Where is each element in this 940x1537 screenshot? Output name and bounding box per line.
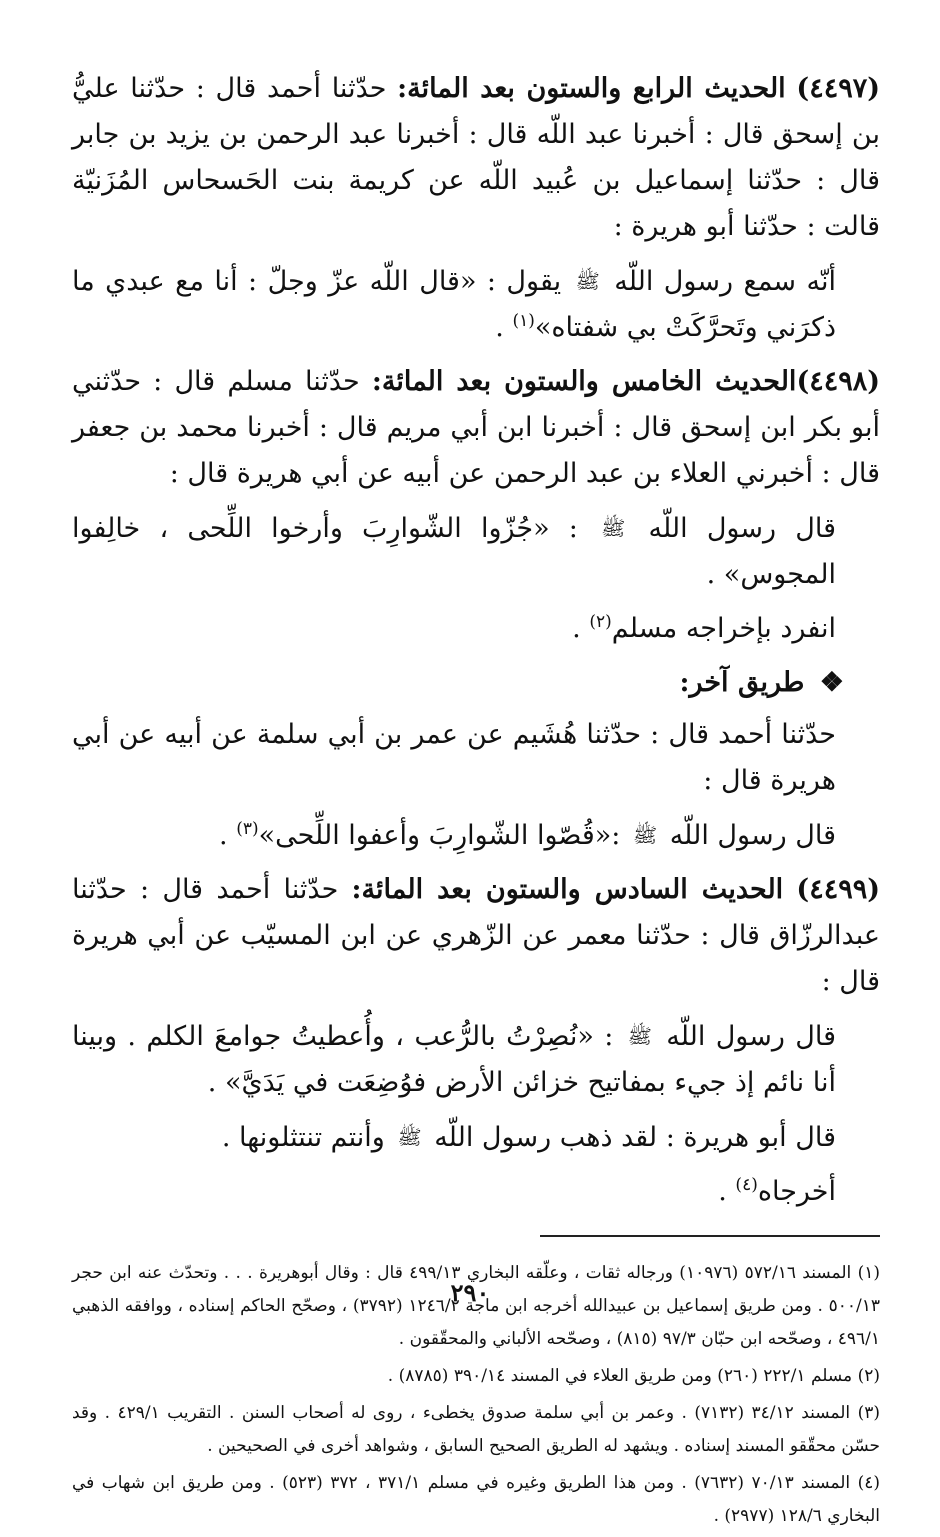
sentence-end: . bbox=[219, 820, 228, 851]
main-text bbox=[72, 66, 880, 1215]
matn-lead: قال رسول اللّه bbox=[669, 820, 836, 851]
sentence-end: . bbox=[495, 312, 504, 343]
hadith-4497-matn bbox=[72, 258, 880, 351]
matn-text: : «نُصِرْتُ بالرُّعب ، وأُعطيتُ جوامعَ الكلم . وبينا أنا نائم إذ جيء بمفاتيح خزائن الأرض فوُضِعَت في يَدَيَّ» . bbox=[72, 1021, 836, 1098]
hadith-number: (٤٤٩٩) bbox=[796, 874, 880, 905]
takhrij-text: انفرد بإخراجه مسلم bbox=[611, 613, 836, 644]
hadith-4498-note bbox=[72, 606, 880, 652]
salawat-ligature-icon: ﷺ bbox=[601, 516, 626, 540]
hadith-title: الحديث السادس والستون بعد المائة: bbox=[351, 874, 784, 905]
footnote-ref-3[interactable]: (٣) bbox=[236, 819, 259, 839]
sentence-end: . bbox=[718, 1176, 727, 1207]
diamond-bullet-icon: ❖ bbox=[819, 667, 844, 698]
route-heading bbox=[72, 660, 880, 706]
footnote-marker: (٢) bbox=[857, 1366, 880, 1386]
route-matn bbox=[72, 812, 880, 859]
matn-lead: أنّه سمع رسول اللّه bbox=[614, 266, 836, 297]
sentence-end: . bbox=[572, 613, 581, 644]
hadith-title: الحديث الخامس والستون بعد المائة: bbox=[371, 366, 797, 397]
footnote-text: مسلم ٢٢٢/١ (٢٦٠) ومن طريق العلاء في المسند ٣٩٠/١٤ (٨٧٨٥) . bbox=[387, 1366, 853, 1386]
footnote-4 bbox=[72, 1467, 880, 1533]
route-isnad bbox=[72, 712, 880, 804]
footnote-text: المسند ٧٠/١٣ (٧٦٣٢) . ومن هذا الطريق وغيره في مسلم ٣٧١/١ ، ٣٧٢ (٥٢٣) . ومن طريق ابن شهاب في البخاري ١٢٨/٦ (٢٩٧٧) . bbox=[72, 1473, 880, 1526]
footnote-marker: (١) bbox=[857, 1263, 880, 1283]
hadith-4498-isnad bbox=[72, 359, 880, 497]
hadith-4497-isnad bbox=[72, 66, 880, 250]
salawat-ligature-icon: ﷺ bbox=[397, 1125, 422, 1149]
footnote-text: المسند ٣٤/١٢ (٧١٣٢) . وعمر بن أبي سلمة صدوق يخطىء ، روى له أصحاب السنن . التقريب ٤٢٩/١ . وقد حسّن محقّقو المسند إسناده . ويشهد له الطريق الصحيح السابق ، وشواهد أخرى في الصحيحين . bbox=[72, 1403, 880, 1456]
matn-text: يقول : «قال اللّه عزّ وجلّ : أنا مع عبدي ما ذكرَني وتَحرَّكَتْ بي شفتاه» bbox=[72, 266, 836, 343]
salawat-ligature-icon: ﷺ bbox=[627, 1024, 652, 1048]
footnote-3 bbox=[72, 1397, 880, 1463]
matn-text: : «جُزّوا الشّوارِبَ وأرخوا اللِّحى ، خالِفوا المجوس» . bbox=[72, 513, 836, 590]
footnote-ref-4[interactable]: (٤) bbox=[735, 1175, 758, 1195]
remark-lead: قال أبو هريرة : لقد ذهب رسول اللّه bbox=[434, 1122, 836, 1153]
route-isnad-text: حدّثنا أحمد قال : حدّثنا هُشَيم عن عمر بن أبي سلمة عن أبيه عن أبي هريرة قال : bbox=[72, 719, 836, 796]
footnote-ref-1[interactable]: (١) bbox=[512, 311, 535, 331]
remark-text: وأنتم تنتثلونها . bbox=[221, 1122, 385, 1153]
hadith-4499-isnad bbox=[72, 867, 880, 1005]
page-body bbox=[72, 66, 880, 1537]
matn-lead: قال رسول اللّه bbox=[666, 1021, 837, 1052]
abu-hurayra-remark bbox=[72, 1114, 880, 1161]
hadith-number: (٤٤٩٧) bbox=[796, 73, 880, 104]
hadith-number: (٤٤٩٨) bbox=[796, 366, 881, 397]
hadith-4498-matn bbox=[72, 505, 880, 598]
matn-text: :«قُصّوا الشّوارِبَ وأعفوا اللِّحى» bbox=[258, 820, 621, 851]
footnote-marker: (٤) bbox=[857, 1473, 881, 1493]
hadith-4499-takhrij bbox=[72, 1169, 880, 1215]
hadith-title: الحديث الرابع والستون بعد المائة: bbox=[397, 73, 786, 104]
page-number: ٢٩٠ bbox=[450, 1278, 490, 1307]
hadith-4499-matn bbox=[72, 1013, 880, 1106]
route-heading-text: طريق آخر: bbox=[679, 667, 805, 698]
footnote-marker: (٣) bbox=[857, 1403, 880, 1423]
footnote-divider bbox=[540, 1235, 880, 1237]
footnote-2 bbox=[72, 1360, 880, 1393]
footnote-ref-2[interactable]: (٢) bbox=[589, 612, 612, 632]
footnote-text: المسند ٥٧٢/١٦ (١٠٩٧٦) ورجاله ثقات ، وعلّقه البخاري ٤٩٩/١٣ قال : وقال أبوهريرة . . . وتحدّث عنه ابن حجر ٥٠٠/١٣ . ومن طريق إسماعيل بن عبيدالله أخرجه ابن ماجة ١٢٤٦/٢ (٣٧٩٢) ، وصحّح الحاكم إسناده ، ووافقه الذهبي ٤٩٦/١ ، وصحّحه ابن حبّان ٩٧/٣ (٨١٥) ، وصحّحه الألباني والمحقّقون . bbox=[72, 1263, 880, 1349]
matn-lead: قال رسول اللّه bbox=[648, 513, 836, 544]
hadith-isnad-text: حدّثنا مسلم قال : حدّثني أبو بكر ابن إسحق قال : أخبرنا ابن أبي مريم قال : أخبرنا محمد بن جعفر قال : أخبرني العلاء بن عبد الرحمن عن أبيه عن أبي هريرة قال : bbox=[72, 366, 880, 489]
hadith-isnad-text: حدّثنا أحمد قال : حدّثنا عبدالرزّاق قال : حدّثنا معمر عن الزّهري عن ابن المسيّب عن أبي هريرة قال : bbox=[72, 874, 880, 997]
hadith-isnad-text: حدّثنا أحمد قال : حدّثنا عليُّ بن إسحق قال : أخبرنا عبد اللّه قال : أخبرنا عبد الرحمن بن يزيد بن جابر قال : حدّثنا إسماعيل بن عُبيد اللّه عن كريمة بنت الحَسحاس المُزَنيّة قالت : حدّثنا أبو هريرة : bbox=[72, 73, 880, 242]
takhrij-text: أخرجاه bbox=[757, 1176, 836, 1207]
salawat-ligature-icon: ﷺ bbox=[575, 269, 600, 293]
salawat-ligature-icon: ﷺ bbox=[632, 823, 658, 847]
